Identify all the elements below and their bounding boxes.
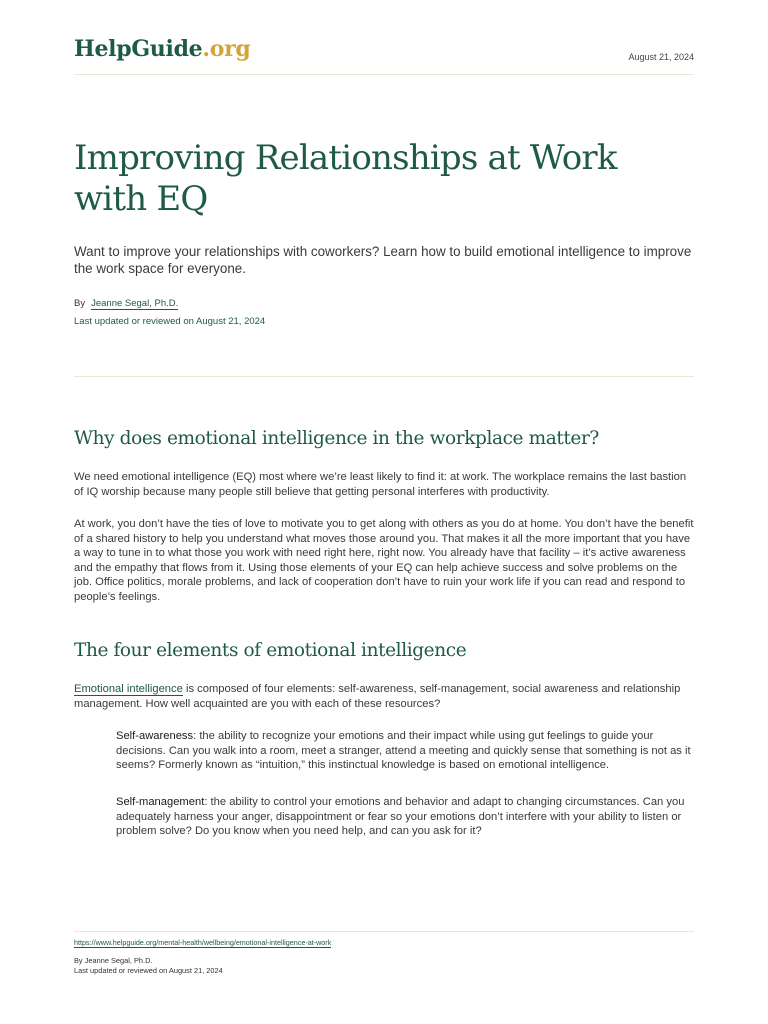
divider [74, 376, 694, 377]
logo-brand: HelpGuide [74, 36, 203, 62]
term: Self-awareness [116, 730, 194, 742]
list-item-self-management [116, 795, 694, 839]
author-link[interactable]: Jeanne Segal, Ph.D. [91, 298, 179, 309]
last-updated: Last updated or reviewed on August 21, 2024 [74, 316, 266, 327]
footer-url-link[interactable]: https://www.helpguide.org/mental-health/wellbeing/emotional-intelligence-at-work [74, 938, 332, 947]
article-title: Improving Relationships at Work with EQ [74, 138, 617, 219]
definition: : the ability to control your emotions and behavior and adapt to changing circumstances. Can you adequately harness your anger, disappointment or fear so your emotions don’t interfere with your ability to listen or problem solve? Do you know when you need help, and can you ask for it? [116, 796, 685, 838]
list-item-self-awareness [116, 729, 694, 773]
paragraph: We need emotional intelligence (EQ) most where we’re least likely to find it: at work. The workplace remains the last bastion of IQ worship because many people still believe that getting personal interferes with productivity. [74, 471, 687, 498]
term: Self-management [116, 796, 205, 808]
helpguide-logo[interactable] [74, 36, 250, 62]
article-subtitle: Want to improve your relationships with coworkers? Learn how to build emotional intelligence to improve the work space for everyone. [74, 244, 692, 276]
footer-divider [74, 931, 694, 932]
byline [74, 298, 178, 309]
paragraph: At work, you don’t have the ties of love to motivate you to get along with others as you do at home. You don’t have the benefit of a shared history to help you understand what moves those around you. That makes it all the more important that you have a way to tune in to what those you work with need right here, right now. You already have that facility – it’s active awareness and the empathy that flows from it. Using those elements of your EQ can help achieve success and solve problems on the job. Office politics, morale problems, and lack of cooperation don’t have to ruin your work life if you can read and respond to people’s feelings. [74, 518, 694, 603]
intro-text: is composed of four elements: self-awareness, self-management, social awareness and relationship management. How well acquainted are you with each of these resources? [74, 683, 681, 710]
header-date: August 21, 2024 [628, 52, 694, 62]
section-heading-why: Why does emotional intelligence in the workplace matter? [74, 428, 599, 449]
logo-tld: .org [202, 36, 251, 62]
page-header [74, 34, 694, 75]
by-label: By [74, 298, 86, 309]
footer-byline: By Jeanne Segal, Ph.D. [74, 956, 153, 965]
footer-last-updated: Last updated or reviewed on August 21, 2024 [74, 966, 223, 975]
definition: : the ability to recognize your emotions and their impact while using gut feelings to guide your decisions. Can you walk into a room, meet a stranger, attend a meeting and quickly sense that something is not as it seems? Formerly known as “intuition,” this instinctual knowledge is based on emotional intelligence. [116, 730, 691, 772]
section-heading-four-elements: The four elements of emotional intelligence [74, 640, 467, 661]
paragraph-intro [74, 682, 694, 711]
emotional-intelligence-link[interactable]: Emotional intelligence [74, 683, 183, 695]
